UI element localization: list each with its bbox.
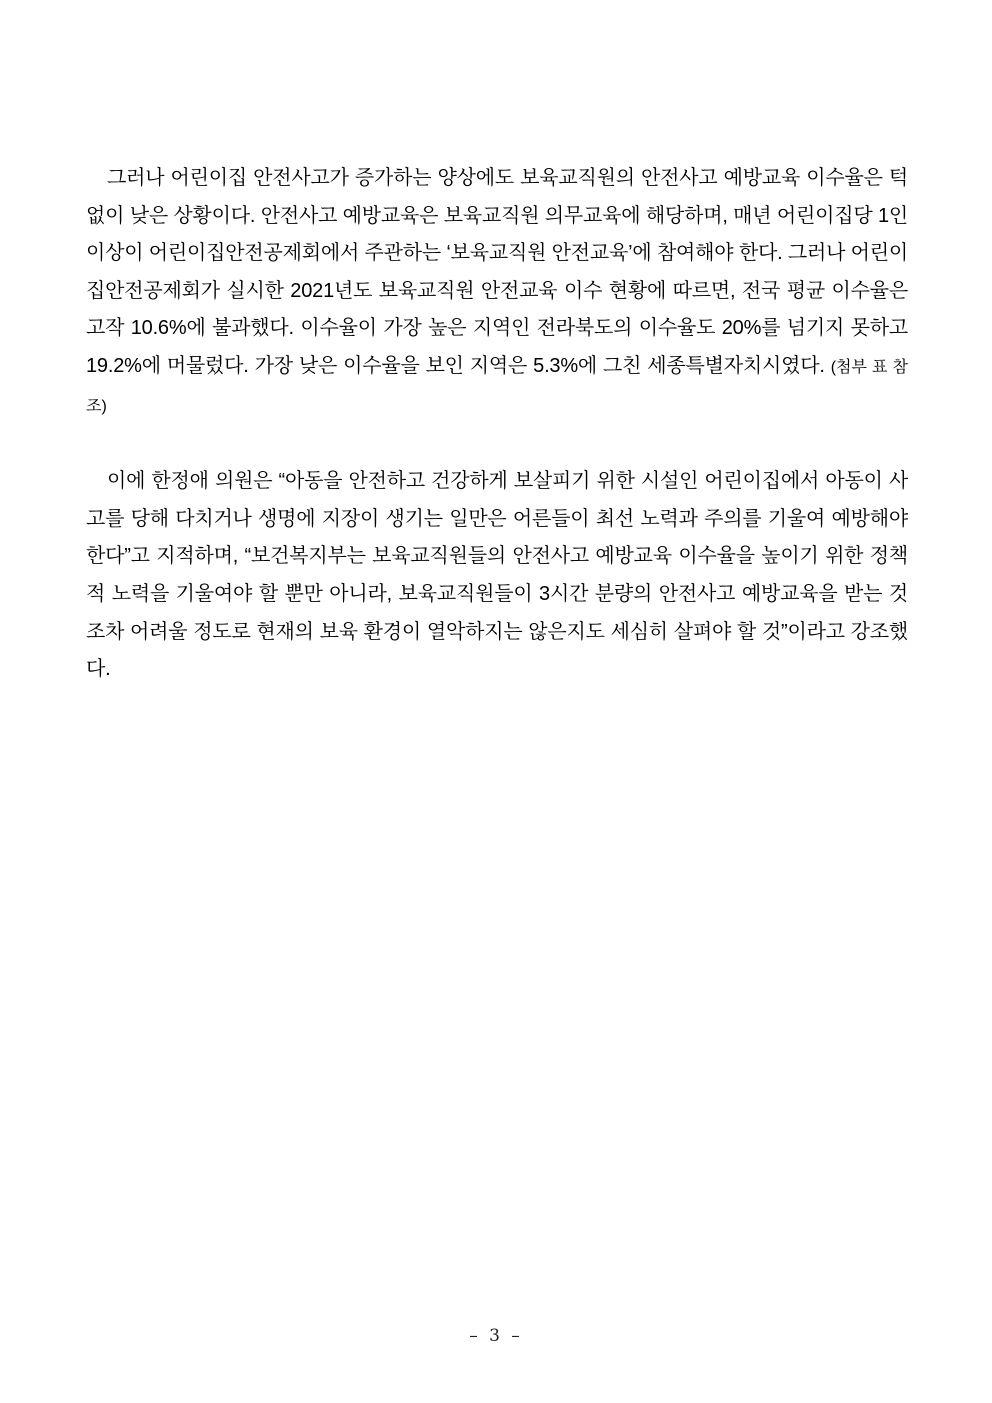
paragraph-1-text: 그러나 어린이집 안전사고가 증가하는 양상에도 보육교직원의 안전사고 예방교육 이수율은 턱없이 낮은 상황이다. 안전사고 예방교육은 보육교직원 의무교육에 해당하며, 매년 어린이집당 1인 이상이 어린이집안전공제회에서 주관하는 ‘보육교직원 안전교육’에 참여해야 한다. 그러나 어린이집안전공제회가 실시한 2021년도 보육교직원 안전교육 이수 현황에 따르면, 전국 평균 이수율은 고작 10.6%에 불과했다. 이수율이 가장 높은 지역인 전라북도의 이수율도 20%를 넘기지 못하고 19.2%에 머물렀다. 가장 낮은 이수율을 보인 지역은 5.3%에 그친 세종특별자치시였다. (86, 167, 908, 377)
attachment-table-note: (첨부 표 참조) (86, 358, 909, 415)
page-footer (0, 1326, 992, 1346)
paragraph-2-text: 이에 한정애 의원은 “아동을 안전하고 건강하게 보살피기 위한 시설인 어린이집에서 아동이 사고를 당해 다치거나 생명에 지장이 생기는 일만은 어른들이 최선 노력과 주의를 기울여 예방해야 한다”고 지적하며, “보건복지부는 보육교직원들의 안전사고 예방교육 이수율을 높이기 위한 정책적 노력을 기울여야 할 뿐만 아니라, 보육교직원들이 3시간 분량의 안전사고 예방교육을 받는 것조차 어려울 정도로 현재의 보육 환경이 열악하지는 않은지도 세심히 살펴야 할 것”이라고 강조했다. (86, 470, 908, 681)
paragraph-1 (86, 160, 908, 425)
document-body (86, 160, 908, 727)
paragraph-2 (86, 463, 908, 689)
page-number: – 3 – (469, 1326, 523, 1346)
